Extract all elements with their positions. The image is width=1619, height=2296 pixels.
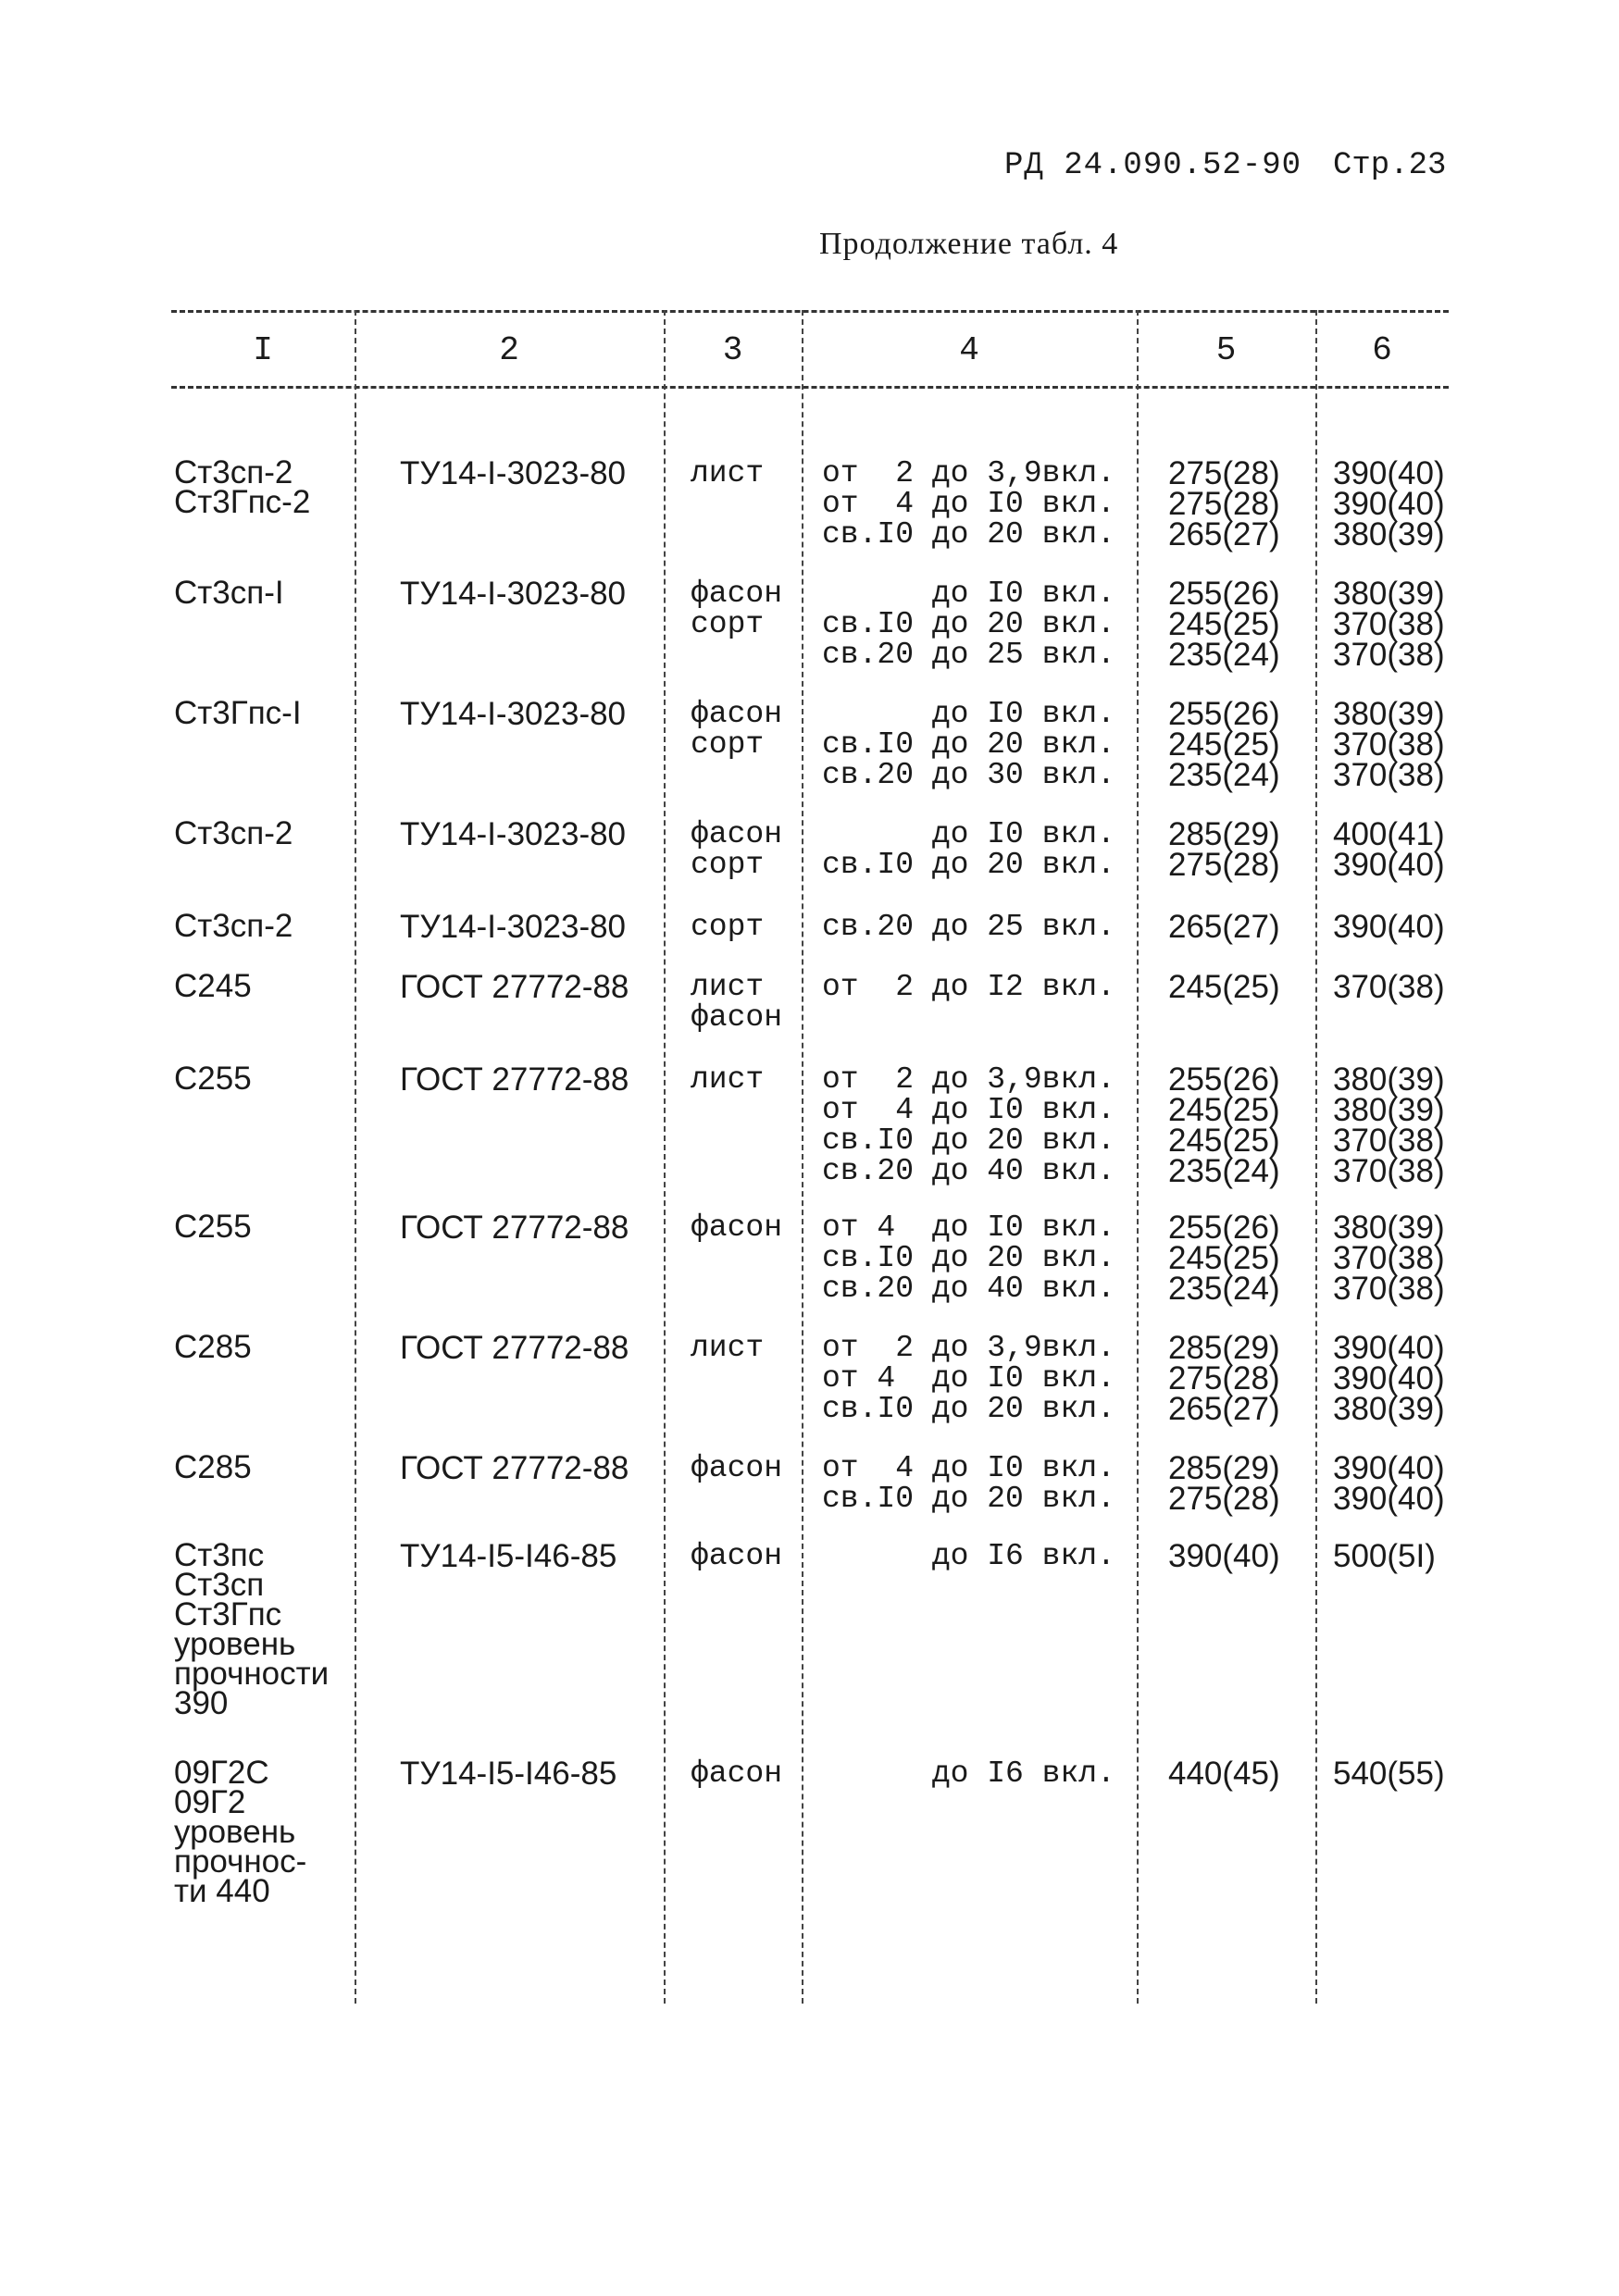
column-header-6: 6 <box>1372 331 1392 369</box>
cell-line: Ст3сп <box>174 1567 265 1603</box>
cell-line: св.I0 до 20 вкл. <box>822 1482 1115 1516</box>
cell-line: св.20 до 40 вкл. <box>822 1154 1115 1188</box>
standard-cell <box>400 816 627 852</box>
tensile-strength-cell <box>1333 576 1445 673</box>
yield-strength-cell <box>1168 1061 1280 1189</box>
product-type-cell <box>691 819 782 880</box>
cell-line: 245(25) <box>1168 1240 1280 1276</box>
yield-strength-cell <box>1168 696 1280 793</box>
thickness-cell <box>822 1064 1115 1186</box>
column-divider <box>802 310 803 2004</box>
thickness-cell <box>822 1758 1115 1789</box>
tensile-strength-cell <box>1333 1538 1436 1574</box>
cell-line: С255 <box>174 1209 252 1245</box>
thickness-cell <box>822 1453 1115 1514</box>
cell-line: С245 <box>174 968 252 1004</box>
standard-cell <box>400 909 627 945</box>
cell-line: 255(26) <box>1168 1061 1280 1098</box>
cell-line: ГОСТ 27772-88 <box>400 1330 629 1366</box>
cell-line: от 4 до I0 вкл. <box>822 1361 1115 1396</box>
yield-strength-cell <box>1168 816 1280 883</box>
steel-grade-cell <box>174 1537 330 1721</box>
steel-grade-cell <box>174 1209 252 1245</box>
cell-line: 285(29) <box>1168 816 1280 852</box>
cell-line: Ст3Гпс-2 <box>174 484 311 520</box>
cell-line: 275(28) <box>1168 455 1280 491</box>
cell-line: св.I0 до 20 вкл. <box>822 848 1115 882</box>
yield-strength-cell <box>1168 909 1280 945</box>
steel-grade-cell <box>174 454 311 520</box>
table-top-rule <box>171 310 1449 313</box>
cell-line: 380(39) <box>1333 1061 1445 1098</box>
standard-cell <box>400 1210 629 1246</box>
yield-strength-cell <box>1168 1210 1280 1307</box>
cell-line: лист <box>691 970 765 1004</box>
cell-line: 390(40) <box>1333 1450 1445 1486</box>
cell-line: сорт <box>691 727 765 762</box>
cell-line: сорт <box>691 910 765 944</box>
cell-line: 390(40) <box>1333 1360 1445 1396</box>
cell-line: от 4 до I0 вкл. <box>822 1451 1115 1485</box>
cell-line: 370(38) <box>1333 606 1445 642</box>
cell-line: прочнос- <box>174 1843 307 1880</box>
cell-line: 370(38) <box>1333 726 1445 763</box>
cell-line: 390(40) <box>1333 909 1445 945</box>
tensile-strength-cell <box>1333 816 1445 883</box>
yield-strength-cell <box>1168 1756 1280 1792</box>
tensile-strength-cell <box>1333 909 1445 945</box>
standard-cell <box>400 1756 617 1792</box>
product-type-cell <box>691 1541 782 1571</box>
cell-line: 09Г2С <box>174 1755 269 1791</box>
cell-line: 265(27) <box>1168 1391 1280 1427</box>
table-caption: Продолжение табл. 4 <box>819 227 1119 261</box>
cell-line: 380(39) <box>1333 1092 1445 1128</box>
cell-line: от 2 до 3,9вкл. <box>822 1062 1115 1097</box>
thickness-cell <box>822 819 1115 880</box>
cell-line: 370(38) <box>1333 637 1445 673</box>
cell-line: 235(24) <box>1168 637 1280 673</box>
page-number: Стр.23 <box>1333 148 1447 183</box>
cell-line: от 4 до I0 вкл. <box>822 1093 1115 1127</box>
cell-line: до I0 вкл. <box>822 697 1115 731</box>
cell-line: 275(28) <box>1168 1481 1280 1517</box>
cell-line: 390(40) <box>1333 1481 1445 1517</box>
cell-line: фасон <box>691 697 783 731</box>
cell-line: 235(24) <box>1168 1271 1280 1307</box>
cell-line: 255(26) <box>1168 576 1280 612</box>
cell-line: 235(24) <box>1168 757 1280 793</box>
cell-line: 275(28) <box>1168 486 1280 522</box>
tensile-strength-cell <box>1333 696 1445 793</box>
cell-line: до I6 вкл. <box>822 1756 1115 1791</box>
column-header-4: 4 <box>959 331 979 369</box>
tensile-strength-cell <box>1333 1061 1445 1189</box>
cell-line: 380(39) <box>1333 516 1445 552</box>
cell-line: 245(25) <box>1168 1092 1280 1128</box>
cell-line: ТУ14-I-3023-80 <box>400 909 627 945</box>
standard-cell <box>400 1061 629 1098</box>
tensile-strength-cell <box>1333 1330 1445 1427</box>
cell-line: Ст3сп-I <box>174 575 284 611</box>
steel-grade-cell <box>174 1449 252 1485</box>
cell-line: Ст3Гпс-I <box>174 695 302 731</box>
column-divider <box>1137 310 1139 2004</box>
cell-line: 275(28) <box>1168 847 1280 883</box>
column-header-2: 2 <box>499 331 519 369</box>
cell-line: 370(38) <box>1333 969 1445 1005</box>
cell-line: 245(25) <box>1168 969 1280 1005</box>
thickness-cell <box>822 1212 1115 1304</box>
cell-line: 440(45) <box>1168 1756 1280 1792</box>
standard-cell <box>400 576 627 612</box>
cell-line: ТУ14-I-3023-80 <box>400 816 627 852</box>
cell-line: лист <box>691 456 765 490</box>
cell-line: 265(27) <box>1168 516 1280 552</box>
cell-line: 390 <box>174 1685 229 1721</box>
cell-line: св.I0 до 20 вкл. <box>822 607 1115 641</box>
cell-line: ТУ14-I-3023-80 <box>400 455 627 491</box>
cell-line: 255(26) <box>1168 1210 1280 1246</box>
cell-line: от 2 до 3,9вкл. <box>822 456 1115 490</box>
thickness-cell <box>822 1333 1115 1424</box>
tensile-strength-cell <box>1333 969 1445 1005</box>
thickness-cell <box>822 699 1115 790</box>
cell-line: 245(25) <box>1168 1123 1280 1159</box>
cell-line: уровень <box>174 1626 296 1662</box>
table-header-rule <box>171 386 1449 389</box>
cell-line: 275(28) <box>1168 1360 1280 1396</box>
steel-grade-cell <box>174 1061 252 1097</box>
cell-line: лист <box>691 1062 765 1097</box>
standard-cell <box>400 1450 629 1486</box>
cell-line: св.I0 до 20 вкл. <box>822 1241 1115 1275</box>
cell-line: до I0 вкл. <box>822 817 1115 851</box>
cell-line: 265(27) <box>1168 909 1280 945</box>
cell-line: Ст3сп-2 <box>174 454 293 490</box>
cell-line: св.I0 до 20 вкл. <box>822 1123 1115 1158</box>
cell-line: Ст3сп-2 <box>174 815 293 851</box>
cell-line: ТУ14-I5-I46-85 <box>400 1756 617 1792</box>
tensile-strength-cell <box>1333 1450 1445 1517</box>
cell-line: св.20 до 30 вкл. <box>822 758 1115 792</box>
cell-line: св.I0 до 20 вкл. <box>822 517 1115 552</box>
thickness-cell <box>822 458 1115 550</box>
yield-strength-cell <box>1168 1450 1280 1517</box>
cell-line: Ст3сп-2 <box>174 908 293 944</box>
cell-line: фасон <box>691 1539 783 1573</box>
cell-line: 380(39) <box>1333 576 1445 612</box>
product-type-cell <box>691 972 782 1033</box>
thickness-cell <box>822 578 1115 670</box>
cell-line: С285 <box>174 1449 252 1485</box>
product-type-cell <box>691 578 782 639</box>
cell-line: Ст3пс <box>174 1537 265 1573</box>
cell-line: до I6 вкл. <box>822 1539 1115 1573</box>
cell-line: фасон <box>691 577 783 611</box>
cell-line: 235(24) <box>1168 1153 1280 1189</box>
steel-grade-cell <box>174 968 252 1004</box>
cell-line: 370(38) <box>1333 757 1445 793</box>
standard-cell <box>400 696 627 732</box>
cell-line: ГОСТ 27772-88 <box>400 1210 629 1246</box>
cell-line: фасон <box>691 1000 783 1035</box>
cell-line: 245(25) <box>1168 606 1280 642</box>
product-type-cell <box>691 1212 782 1243</box>
yield-strength-cell <box>1168 969 1280 1005</box>
cell-line: 370(38) <box>1333 1271 1445 1307</box>
cell-line: лист <box>691 1331 765 1365</box>
cell-line: 255(26) <box>1168 696 1280 732</box>
tensile-strength-cell <box>1333 455 1445 552</box>
product-type-cell <box>691 1333 764 1363</box>
cell-line: 380(39) <box>1333 1391 1445 1427</box>
steel-grade-cell <box>174 815 293 851</box>
cell-line: 390(40) <box>1333 847 1445 883</box>
cell-line: от 2 до 3,9вкл. <box>822 1331 1115 1365</box>
cell-line: 390(40) <box>1333 455 1445 491</box>
cell-line: св.I0 до 20 вкл. <box>822 1392 1115 1426</box>
product-type-cell <box>691 1453 782 1483</box>
column-header-5: 5 <box>1215 331 1237 369</box>
cell-line: ГОСТ 27772-88 <box>400 1450 629 1486</box>
cell-line: ТУ14-I-3023-80 <box>400 576 627 612</box>
cell-line: сорт <box>691 607 765 641</box>
cell-line: ТУ14-I5-I46-85 <box>400 1538 617 1574</box>
standard-cell <box>400 1538 617 1574</box>
cell-line: от 4 до I0 вкл. <box>822 487 1115 521</box>
column-divider <box>355 310 356 2004</box>
cell-line: до I0 вкл. <box>822 577 1115 611</box>
thickness-cell <box>822 1541 1115 1571</box>
thickness-cell <box>822 912 1115 942</box>
cell-line: ти 440 <box>174 1873 270 1909</box>
product-type-cell <box>691 699 782 760</box>
cell-line: 370(38) <box>1333 1123 1445 1159</box>
cell-line: 285(29) <box>1168 1330 1280 1366</box>
cell-line: 390(40) <box>1333 486 1445 522</box>
cell-line: 370(38) <box>1333 1240 1445 1276</box>
column-divider <box>1315 310 1317 2004</box>
product-type-cell <box>691 1064 764 1095</box>
yield-strength-cell <box>1168 1538 1280 1574</box>
cell-line: ГОСТ 27772-88 <box>400 1061 629 1098</box>
cell-line: св.20 до 25 вкл. <box>822 638 1115 672</box>
thickness-cell <box>822 972 1115 1002</box>
cell-line: фасон <box>691 1451 783 1485</box>
cell-line: 400(41) <box>1333 816 1445 852</box>
standard-cell <box>400 1330 629 1366</box>
cell-line: ТУ14-I-3023-80 <box>400 696 627 732</box>
cell-line: от 2 до I2 вкл. <box>822 970 1115 1004</box>
cell-line: ГОСТ 27772-88 <box>400 969 629 1005</box>
column-header-1: I <box>253 331 273 369</box>
doc-code: РД 24.090.52-90 <box>1004 148 1302 183</box>
cell-line: фасон <box>691 1756 783 1791</box>
tensile-strength-cell <box>1333 1756 1445 1792</box>
cell-line: С255 <box>174 1061 252 1097</box>
cell-line: 500(5I) <box>1333 1538 1436 1574</box>
standard-cell <box>400 969 629 1005</box>
column-header-3: 3 <box>722 331 743 369</box>
steel-grade-cell <box>174 695 302 731</box>
steel-grade-cell <box>174 908 293 944</box>
cell-line: фасон <box>691 817 783 851</box>
yield-strength-cell <box>1168 455 1280 552</box>
product-type-cell <box>691 458 764 489</box>
cell-line: 09Г2 <box>174 1784 246 1820</box>
cell-line: 245(25) <box>1168 726 1280 763</box>
cell-line: фасон <box>691 1210 783 1245</box>
cell-line: 380(39) <box>1333 1210 1445 1246</box>
yield-strength-cell <box>1168 1330 1280 1427</box>
cell-line: 370(38) <box>1333 1153 1445 1189</box>
product-type-cell <box>691 912 764 942</box>
cell-line: св.I0 до 20 вкл. <box>822 727 1115 762</box>
cell-line: 380(39) <box>1333 696 1445 732</box>
cell-line: 285(29) <box>1168 1450 1280 1486</box>
cell-line: 390(40) <box>1333 1330 1445 1366</box>
steel-grade-cell <box>174 1329 252 1365</box>
cell-line: св.20 до 25 вкл. <box>822 910 1115 944</box>
cell-line: С285 <box>174 1329 252 1365</box>
cell-line: св.20 до 40 вкл. <box>822 1272 1115 1306</box>
standard-cell <box>400 455 627 491</box>
steel-grade-cell <box>174 1755 307 1909</box>
yield-strength-cell <box>1168 576 1280 673</box>
product-type-cell <box>691 1758 782 1789</box>
steel-grade-cell <box>174 575 284 611</box>
column-divider <box>664 310 666 2004</box>
cell-line: 390(40) <box>1168 1538 1280 1574</box>
cell-line: прочности <box>174 1656 330 1692</box>
cell-line: сорт <box>691 848 765 882</box>
cell-line: Ст3Гпс <box>174 1596 282 1632</box>
cell-line: от 4 до I0 вкл. <box>822 1210 1115 1245</box>
tensile-strength-cell <box>1333 1210 1445 1307</box>
cell-line: 540(55) <box>1333 1756 1445 1792</box>
cell-line: уровень <box>174 1814 296 1850</box>
